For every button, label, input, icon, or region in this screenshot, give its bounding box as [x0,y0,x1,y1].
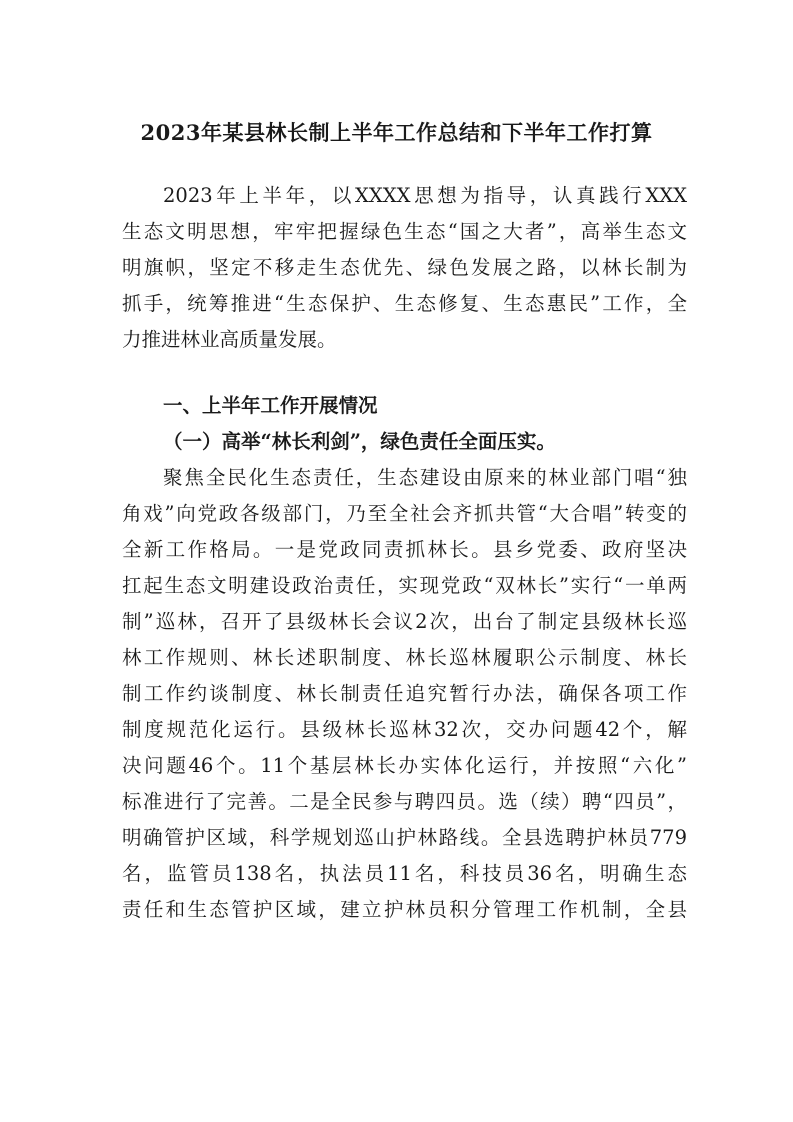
document-title: 2023年某县林长制上半年工作总结和下半年工作打算 [140,120,653,145]
paragraph-line: 抓手，统筹推进“生态保护、生态修复、生态惠民”工作，全 [122,292,687,315]
paragraph-line: 力推进林业高质量发展。 [122,328,337,351]
paragraph-line: 扛起生态文明建设政治责任，实现党政“双林长”实行“一单两 [122,574,687,597]
paragraph-line: 2023年上半年，以XXXX思想为指导，认真践行XXX [163,184,687,207]
paragraph-line: 决问题46个。11个基层林长办实体化运行，并按照“六化” [122,754,687,777]
paragraph-line: 林工作规则、林长述职制度、林长巡林履职公示制度、林长 [122,646,687,669]
paragraph-line: 聚焦全民化生态责任，生态建设由原来的林业部门唱“独 [163,466,687,489]
section-heading: 一、上半年工作开展情况 [163,394,378,417]
subsection-heading: （一）高举“林长利剑”，绿色责任全面压实。 [163,430,556,453]
paragraph-line: 标准进行了完善。二是全民参与聘四员。选（续）聘“四员”， [122,790,687,813]
paragraph-line: 角戏”向党政各级部门，乃至全社会齐抓共管“大合唱”转变的 [122,502,687,525]
paragraph-line: 全新工作格局。一是党政同责抓林长。县乡党委、政府坚决 [122,538,687,561]
paragraph-line: 责任和生态管护区域，建立护林员积分管理工作机制，全县 [122,898,687,921]
paragraph-line: 制工作约谈制度、林长制责任追究暂行办法，确保各项工作 [122,682,687,705]
paragraph-line: 明确管护区域，科学规划巡山护林路线。全县选聘护林员779 [122,826,687,849]
paragraph-line: 制度规范化运行。县级林长巡林32次，交办问题42个，解 [122,718,687,741]
paragraph-line: 明旗帜，坚定不移走生态优先、绿色发展之路，以林长制为 [122,256,687,279]
paragraph-line: 制”巡林，召开了县级林长会议2次，出台了制定县级林长巡 [122,610,687,633]
paragraph-line: 生态文明思想，牢牢把握绿色生态“国之大者”，高举生态文 [122,220,687,243]
paragraph-line: 名，监管员138名，执法员11名，科技员36名，明确生态 [122,862,687,885]
